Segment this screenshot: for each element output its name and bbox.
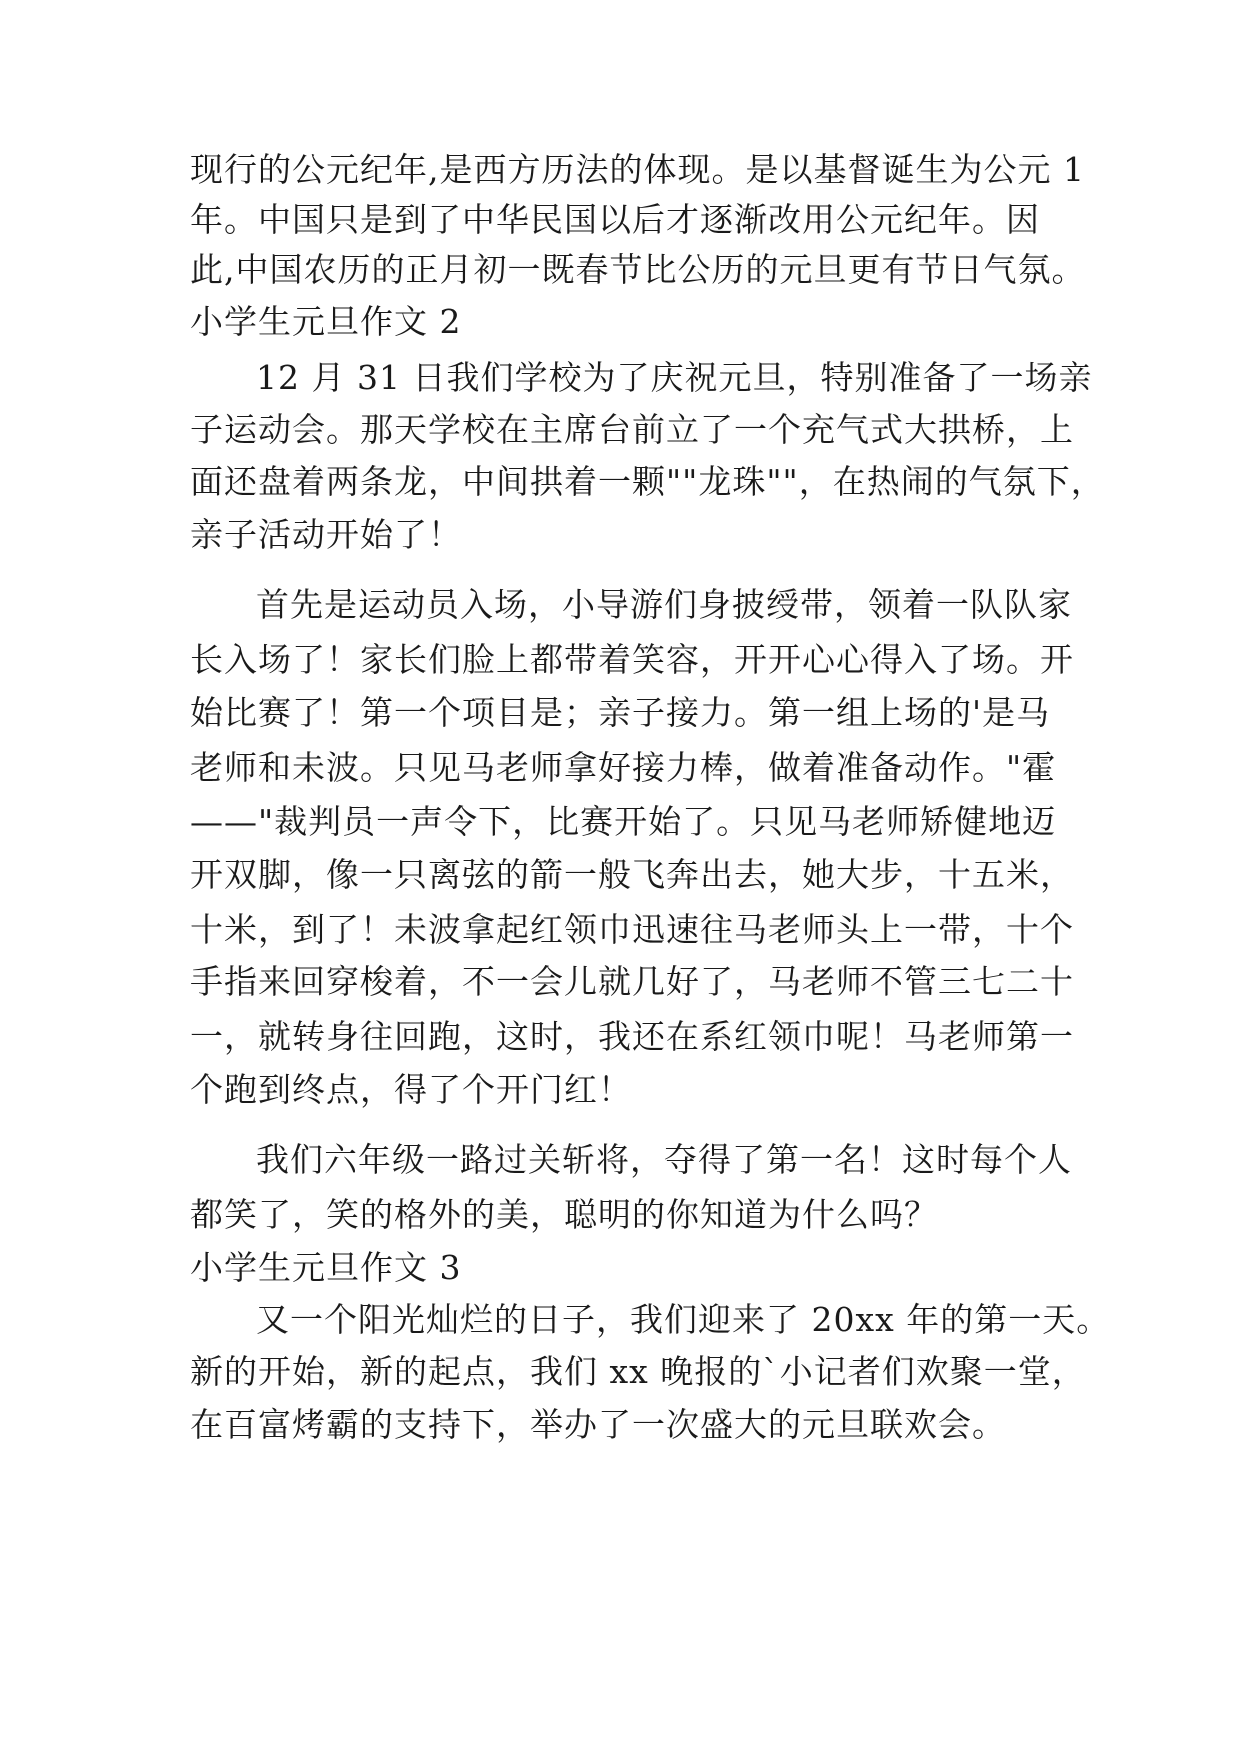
text-line: 十米，到了！未波拿起红领巾迅速往马老师头上一带，十个 — [190, 910, 1074, 949]
text-line: 年。中国只是到了中华民国以后才逐渐改用公元纪年。因 — [190, 200, 1040, 239]
paragraph-first-line: 我们六年级一路过关斩将，夺得了第一名！这时每个人 — [256, 1140, 1072, 1179]
text-line: 面还盘着两条龙，中间拱着一颗""龙珠""，在热闹的气氛下， — [190, 462, 1105, 501]
text-line: 亲子活动开始了！ — [190, 515, 462, 554]
text-line: 都笑了，笑的格外的美，聪明的你知道为什么吗？ — [190, 1195, 938, 1234]
text-line: 始比赛了！第一个项目是；亲子接力。第一组上场的'是马 — [190, 693, 1051, 732]
text-line: 在百富烤霸的支持下，举办了一次盛大的元旦联欢会。 — [190, 1405, 1006, 1444]
text-line: 一，就转身往回跑，这时，我还在系红领巾呢！马老师第一 — [190, 1017, 1074, 1056]
paragraph-first-line: 首先是运动员入场，小导游们身披绶带，领着一队队家 — [256, 585, 1072, 624]
text-line: 开双脚，像一只离弦的箭一般飞奔出去，她大步，十五米， — [190, 855, 1074, 894]
paragraph-first-line: 又一个阳光灿烂的日子，我们迎来了 20xx 年的第一天。 — [256, 1300, 1111, 1339]
text-line: 现行的公元纪年,是西方历法的体现。是以基督诞生为公元 1 — [190, 150, 1085, 189]
section-heading: 小学生元旦作文 3 — [190, 1248, 462, 1287]
text-line: 手指来回穿梭着，不一会儿就几好了，马老师不管三七二十 — [190, 962, 1074, 1001]
text-line: 长入场了！家长们脸上都带着笑容，开开心心得入了场。开 — [190, 640, 1074, 679]
text-line: 子运动会。那天学校在主席台前立了一个充气式大拱桥，上 — [190, 410, 1074, 449]
text-line: 此,中国农历的正月初一既春节比公历的元旦更有节日气氛。 — [190, 250, 1086, 289]
text-line: 个跑到终点，得了个开门红！ — [190, 1070, 632, 1109]
text-line: 老师和未波。只见马老师拿好接力棒，做着准备动作。"霍 — [190, 748, 1057, 787]
section-heading: 小学生元旦作文 2 — [190, 302, 462, 341]
paragraph-first-line: 12 月 31 日我们学校为了庆祝元旦，特别准备了一场亲 — [256, 358, 1093, 397]
text-line: 新的开始，新的起点，我们 xx 晚报的`小记者们欢聚一堂， — [190, 1352, 1086, 1391]
text-line: ——"裁判员一声令下，比赛开始了。只见马老师矫健地迈 — [190, 802, 1057, 841]
